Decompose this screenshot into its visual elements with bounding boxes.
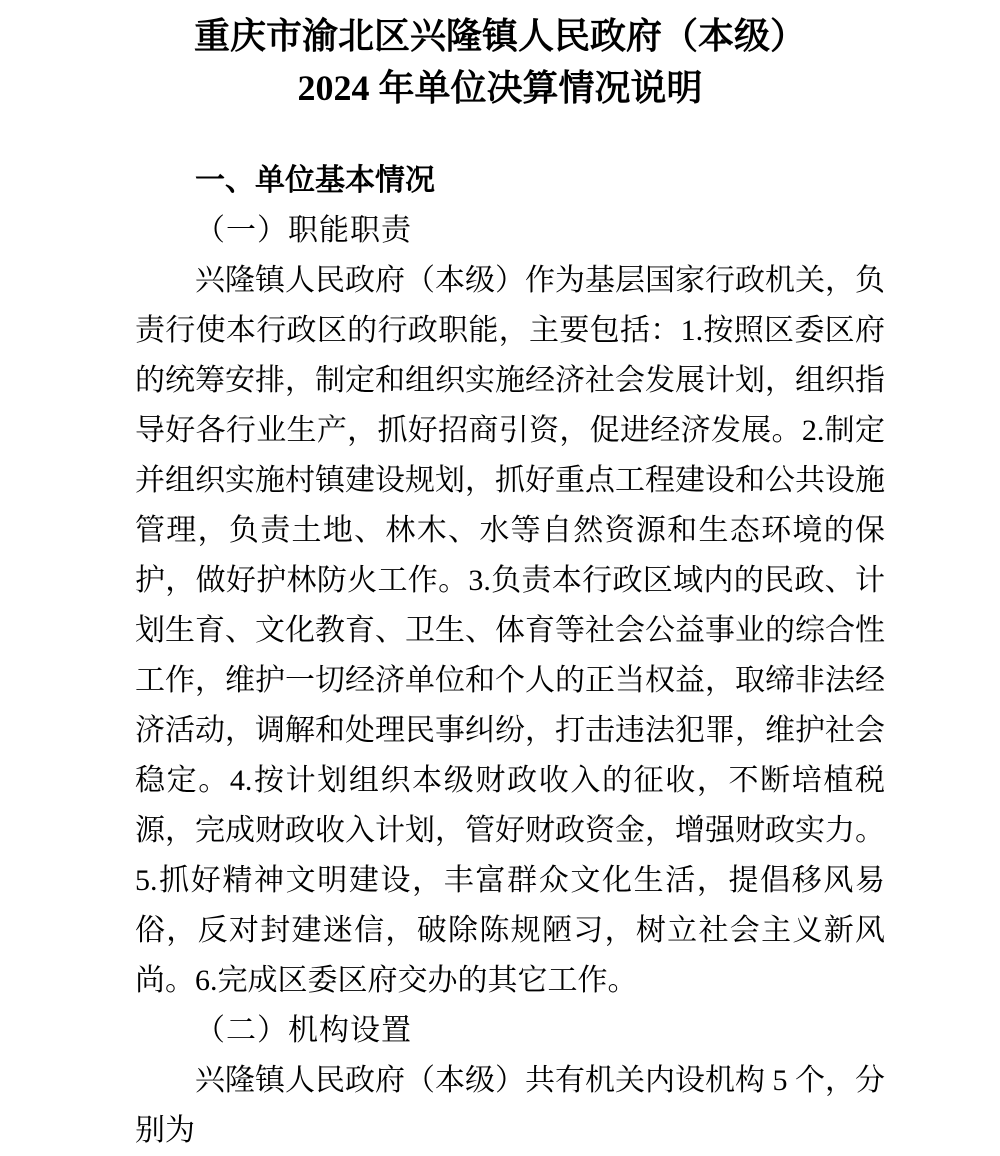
paragraph-organization: 兴隆镇人民政府（本级）共有机关内设机构 5 个，分别为 [135, 1064, 885, 1147]
paragraph-duties: 兴隆镇人民政府（本级）作为基层国家行政机关，负责行使本行政区的行政职能，主要包括：1.按照区委区府的统筹安排，制定和组织实施经济社会发展计划，组织指导好各行业生产，抓好招商引资，促进经济发展。2.制定并组织实施村镇建设规划，抓好重点工程建设和公共设施管理，负责土地、林木、水等自然资源和生态环境的保护，做好护林防火工作。3.负责本行政区域内的民政、计划生育、文化教育、卫生、体育等社会公益事业的综合性工作，维护一切经济单位和个人的正当权益，取缔非法经济活动，调解和处理民事纠纷，打击违法犯罪，维护社会稳定。4.按计划组织本级财政收入的征收，不断培植税源，完成财政收入计划，管好财政资金，增强财政实力。5.抓好精神文明建设，丰富群众文化生活，提倡移风易俗，反对封建迷信，破除陈规陋习，树立社会主义新风尚。6.完成区委区府交办的其它工作。 [135, 264, 885, 997]
subsection-heading-organization: （二）机构设置 [195, 1014, 412, 1047]
document-title [0, 0, 1000, 114]
document-body [0, 156, 1000, 1156]
section-heading-basic-info: 一、单位基本情况 [195, 164, 435, 197]
document-title-line-2: 2024 年单位决算情况说明 [297, 68, 703, 108]
document-title-line-1: 重庆市渝北区兴隆镇人民政府（本级） [193, 16, 806, 56]
subsection-heading-duties: （一）职能职责 [195, 214, 412, 247]
